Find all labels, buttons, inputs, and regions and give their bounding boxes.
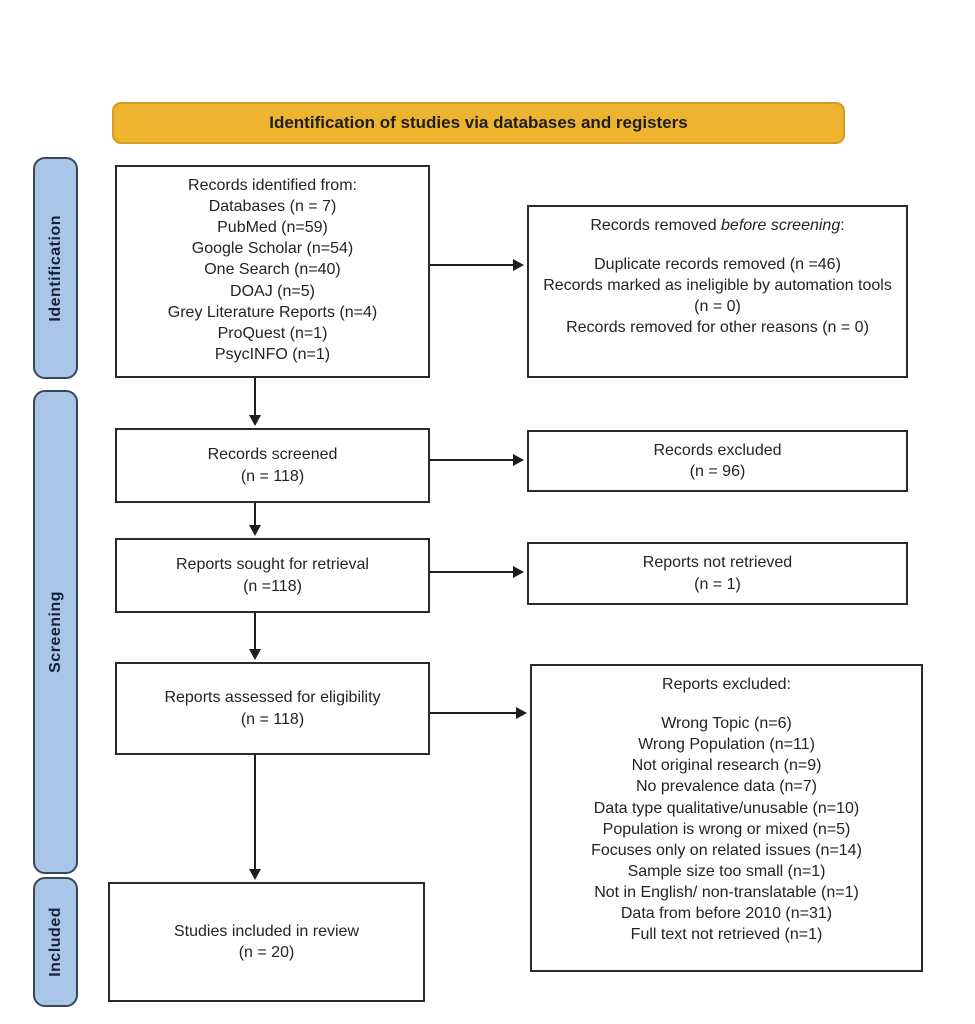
- records-identified-line: Grey Literature Reports (n=4): [167, 303, 378, 321]
- box-reports-not-retrieved: [527, 542, 908, 605]
- reports-excluded-title: Reports excluded:: [662, 676, 791, 693]
- stage-bar-included: [33, 877, 78, 1007]
- records-excluded-count: (n = 96): [689, 463, 746, 480]
- stage-bar-identification: [33, 157, 78, 379]
- reports-excluded-item: Full text not retrieved (n=1): [630, 926, 823, 944]
- records-excluded-label: Records excluded: [653, 441, 782, 459]
- reports-excluded-item: Population is wrong or mixed (n=5): [602, 820, 851, 838]
- records-removed-title: Records removed before screening:: [590, 217, 845, 234]
- records-identified-line: PubMed (n=59): [217, 219, 328, 237]
- reports-excluded-item: Wrong Topic (n=6): [661, 715, 792, 733]
- records-screened-count: (n = 118): [240, 467, 305, 485]
- reports-not-retrieved-count: (n = 1): [694, 575, 741, 593]
- reports-sought-label: Reports sought for retrieval: [176, 556, 369, 574]
- box-records-excluded: [527, 430, 908, 492]
- stage-bar-screening: [33, 390, 78, 874]
- box-records-screened: [115, 428, 430, 503]
- records-identified-line: DOAJ (n=5): [230, 282, 315, 300]
- arrow-assessed-to-excluded: [430, 712, 525, 714]
- reports-excluded-item: Focuses only on related issues (n=14): [591, 841, 862, 859]
- reports-assessed-label: Reports assessed for eligibility: [164, 689, 381, 707]
- records-removed-item: Duplicate records removed (n =46): [594, 256, 841, 274]
- box-records-identified: [115, 165, 430, 378]
- box-reports-sought: [115, 538, 430, 613]
- arrow-identified-to-screened: [254, 378, 256, 424]
- arrow-sought-to-not-retrieved: [430, 571, 522, 573]
- arrow-identified-to-removed: [430, 264, 522, 266]
- records-identified-line: PsycINFO (n=1): [214, 345, 331, 363]
- reports-sought-count: (n =118): [243, 577, 302, 595]
- stage-label-identification: Identification: [46, 214, 64, 322]
- reports-excluded-item: Wrong Population (n=11): [638, 736, 815, 754]
- banner-title: [112, 102, 845, 144]
- studies-included-count: (n = 20): [238, 944, 295, 961]
- reports-excluded-item: Data type qualitative/unusable (n=10): [593, 799, 860, 817]
- records-identified-line: ProQuest (n=1): [217, 324, 328, 342]
- arrow-sought-to-assessed: [254, 613, 256, 658]
- reports-not-retrieved-label: Reports not retrieved: [642, 554, 793, 572]
- arrow-screened-to-excluded: [430, 459, 522, 461]
- banner-title-text: Identification of studies via databases and registers: [269, 113, 688, 132]
- records-removed-item: Records removed for other reasons (n = 0): [566, 319, 869, 337]
- reports-excluded-item: Sample size too small (n=1): [627, 862, 826, 880]
- reports-excluded-item: Data from before 2010 (n=31): [620, 905, 833, 923]
- reports-excluded-item: No prevalence data (n=7): [636, 778, 817, 796]
- box-reports-assessed: [115, 662, 430, 755]
- reports-assessed-count: (n = 118): [240, 710, 305, 728]
- box-reports-excluded: [530, 664, 923, 972]
- reports-excluded-item: Not original research (n=9): [631, 757, 822, 775]
- arrow-screened-to-sought: [254, 503, 256, 534]
- records-identified-line: Google Scholar (n=54): [191, 240, 354, 258]
- box-records-removed: [527, 205, 908, 378]
- records-identified-line: One Search (n=40): [204, 261, 341, 279]
- studies-included-label: Studies included in review: [174, 922, 359, 940]
- box-studies-included: [108, 882, 425, 1002]
- stage-label-included: Included: [46, 907, 64, 977]
- reports-excluded-item: Not in English/ non-translatable (n=1): [594, 883, 859, 901]
- records-identified-line: Records identified from:: [188, 177, 357, 194]
- arrow-assessed-to-included: [254, 755, 256, 878]
- records-screened-label: Records screened: [207, 446, 338, 464]
- records-removed-item: Records marked as ineligible by automation tools (n = 0): [543, 277, 892, 316]
- records-identified-line: Databases (n = 7): [208, 198, 337, 216]
- stage-label-screening: Screening: [46, 591, 64, 673]
